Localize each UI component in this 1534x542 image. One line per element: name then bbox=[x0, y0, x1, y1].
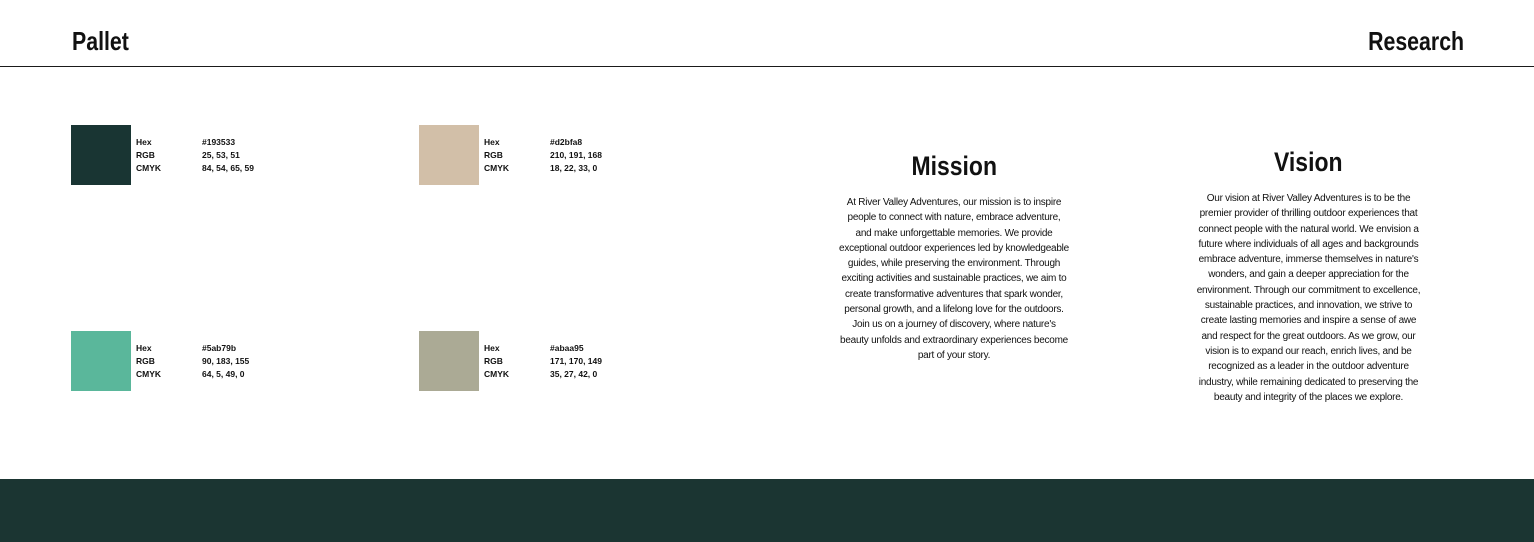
mission-text: At River Valley Adventures, our mission is to inspire people to connect with nature, embrace adventure, and make unforgettable memories. We provide exceptional outdoor experiences led by knowledgeable guides, while preserving the environment. Through exciting activities and sustainable practices, we aim to create transformative adventures that spark wonder, personal growth, and a lifelong love for the outdoors. Join us on a journey of discovery, where nature's beauty unfolds and extraordinary experiences become part of your story. bbox=[839, 197, 1069, 361]
color-swatch-1 bbox=[71, 125, 131, 185]
color-swatch-3 bbox=[71, 331, 131, 391]
cmyk-value: 84, 54, 65, 59 bbox=[202, 163, 254, 173]
mission-title: Mission bbox=[911, 151, 997, 181]
rgb-value: 210, 191, 168 bbox=[550, 150, 602, 160]
vision-section bbox=[1193, 146, 1424, 405]
swatch-info-2 bbox=[484, 136, 602, 175]
footer-band bbox=[0, 479, 1534, 542]
vision-text: Our vision at River Valley Adventures is to be the premier provider of thrilling outdoor experiences that connect people with the natural world. We envision a future where individuals of all ages and backgrounds embrace adventure, immerse themselves in nature's wonders, and gain a deeper appreciation for the environment. Through our commitment to excellence, sustainable practices, and innovation, we strive to create lasting memories and inspire a sense of awe and respect for the great outdoors. As we grow, our vision is to expand our reach, enrich lives, and be recognized as a leader in the outdoor adventure industry, while remaining dedicated to preserving the beauty and integrity of the places we explore. bbox=[1196, 193, 1421, 403]
cmyk-value: 35, 27, 42, 0 bbox=[550, 369, 598, 379]
rgb-value: 90, 183, 155 bbox=[202, 356, 250, 366]
rgb-label: RGB bbox=[136, 150, 155, 160]
hex-value: #d2bfa8 bbox=[550, 137, 583, 147]
cmyk-label: CMYK bbox=[136, 163, 162, 173]
hex-value: #193533 bbox=[202, 137, 236, 147]
color-swatch-2 bbox=[419, 125, 479, 185]
hex-label: Hex bbox=[484, 343, 500, 353]
rgb-value: 25, 53, 51 bbox=[202, 150, 240, 160]
hex-value: #5ab79b bbox=[202, 343, 237, 353]
pallet-heading: Pallet bbox=[72, 26, 129, 56]
hex-value: #abaa95 bbox=[550, 343, 584, 353]
swatch-info-1 bbox=[136, 136, 254, 175]
hex-label: Hex bbox=[484, 137, 500, 147]
cmyk-label: CMYK bbox=[136, 369, 162, 379]
swatch-info-3 bbox=[136, 342, 249, 381]
cmyk-value: 18, 22, 33, 0 bbox=[550, 163, 598, 173]
mission-section bbox=[839, 150, 1069, 363]
rgb-label: RGB bbox=[484, 356, 503, 366]
rgb-value: 171, 170, 149 bbox=[550, 356, 602, 366]
vision-title: Vision bbox=[1274, 147, 1343, 177]
hex-label: Hex bbox=[136, 343, 152, 353]
rgb-label: RGB bbox=[484, 150, 503, 160]
swatch-info-4 bbox=[484, 342, 602, 381]
color-swatch-4 bbox=[419, 331, 479, 391]
cmyk-label: CMYK bbox=[484, 163, 510, 173]
research-heading: Research bbox=[1367, 26, 1464, 56]
hex-label: Hex bbox=[136, 137, 152, 147]
cmyk-value: 64, 5, 49, 0 bbox=[202, 369, 245, 379]
cmyk-label: CMYK bbox=[484, 369, 510, 379]
rgb-label: RGB bbox=[136, 356, 155, 366]
page-header bbox=[0, 0, 1534, 67]
